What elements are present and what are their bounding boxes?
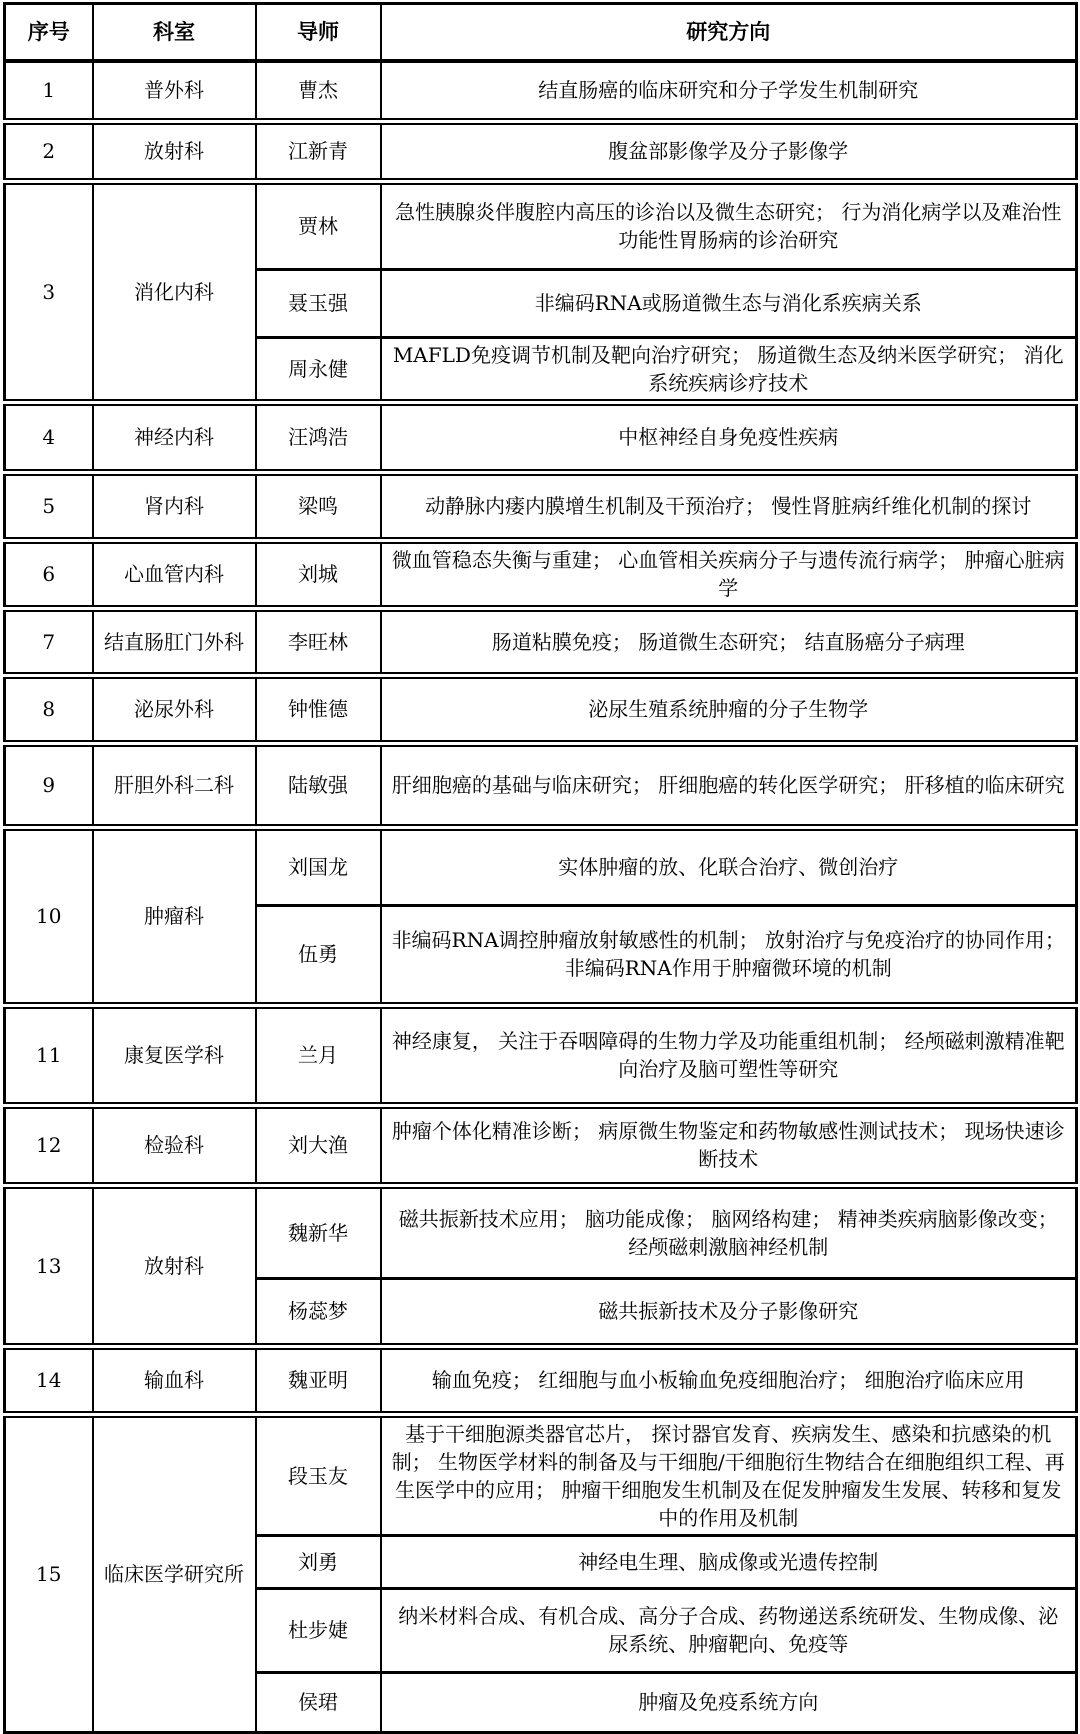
table-row [5,675,1077,743]
mentor-name-cell: 汪鸿浩 [256,402,381,472]
research-direction-cell: MAFLD免疫调节机制及靶向治疗研究； 肠道微生态及纳米医学研究； 消化系统疾病诊疗技术 [381,337,1077,402]
table-row [5,608,1077,675]
row-number-cell: 11 [5,1005,93,1105]
research-direction-cell: 中枢神经自身免疫性疾病 [381,402,1077,472]
row-number-cell: 1 [5,61,93,121]
mentor-name-cell: 侯珺 [256,1672,381,1732]
research-direction-cell: 磁共振新技术应用； 脑功能成像； 脑网络构建； 精神类疾病脑影像改变； 经颅磁刺激脑神经机制 [381,1185,1077,1278]
research-direction-cell: 微血管稳态失衡与重建； 心血管相关疾病分子与遗传流行病学； 肿瘤心脏病学 [381,540,1077,608]
row-number-cell: 13 [5,1185,93,1346]
research-direction-cell: 急性胰腺炎伴腹腔内高压的诊治以及微生态研究； 行为消化病学以及难治性功能性胃肠病的诊治研究 [381,181,1077,269]
research-direction-cell: 纳米材料合成、有机合成、高分子合成、药物递送系统研发、生物成像、泌尿系统、肿瘤靶向、免疫等 [381,1588,1077,1672]
row-number-cell: 3 [5,181,93,402]
header-cell-research: 研究方向 [381,4,1077,62]
department-cell: 心血管内科 [93,540,256,608]
department-cell: 肝胆外科二科 [93,743,256,827]
mentor-name-cell: 李旺林 [256,608,381,675]
department-cell: 肾内科 [93,472,256,540]
research-direction-cell: 动静脉内瘘内膜增生机制及干预治疗； 慢性肾脏病纤维化机制的探讨 [381,472,1077,540]
mentor-name-cell: 段玉友 [256,1414,381,1535]
department-cell: 检验科 [93,1105,256,1185]
research-direction-cell: 肿瘤个体化精准诊断； 病原微生物鉴定和药物敏感性测试技术； 现场快速诊断技术 [381,1105,1077,1185]
research-direction-cell: 泌尿生殖系统肿瘤的分子生物学 [381,675,1077,743]
mentor-name-cell: 杜步婕 [256,1588,381,1672]
department-cell: 消化内科 [93,181,256,402]
header-cell-number: 序号 [5,4,93,62]
mentor-name-cell: 梁鸣 [256,472,381,540]
mentor-research-table [3,2,1078,1734]
department-cell: 肿瘤科 [93,827,256,1005]
table-row [5,540,1077,608]
mentor-name-cell: 兰月 [256,1005,381,1105]
department-cell: 泌尿外科 [93,675,256,743]
table-row [5,1005,1077,1105]
department-cell: 放射科 [93,121,256,181]
table-row [5,1346,1077,1414]
department-cell: 结直肠肛门外科 [93,608,256,675]
row-number-cell: 7 [5,608,93,675]
header-cell-mentor: 导师 [256,4,381,62]
header-cell-department: 科室 [93,4,256,62]
research-direction-cell: 实体肿瘤的放、化联合治疗、微创治疗 [381,827,1077,905]
mentor-name-cell: 曹杰 [256,61,381,121]
row-number-cell: 15 [5,1414,93,1732]
research-direction-cell: 腹盆部影像学及分子影像学 [381,121,1077,181]
row-number-cell: 6 [5,540,93,608]
mentor-name-cell: 江新青 [256,121,381,181]
research-direction-cell: 非编码RNA调控肿瘤放射敏感性的机制； 放射治疗与免疫治疗的协同作用； 非编码RNA作用于肿瘤微环境的机制 [381,905,1077,1005]
research-direction-cell: 输血免疫； 红细胞与血小板输血免疫细胞治疗； 细胞治疗临床应用 [381,1346,1077,1414]
research-direction-cell: 神经康复， 关注于吞咽障碍的生物力学及功能重组机制； 经颅磁刺激精准靶向治疗及脑可塑性等研究 [381,1005,1077,1105]
mentor-name-cell: 刘勇 [256,1535,381,1588]
header-row [5,4,1077,62]
department-cell: 放射科 [93,1185,256,1346]
row-number-cell: 9 [5,743,93,827]
research-direction-cell: 肿瘤及免疫系统方向 [381,1672,1077,1732]
department-cell: 普外科 [93,61,256,121]
table-row [5,1414,1077,1535]
research-direction-cell: 肠道粘膜免疫； 肠道微生态研究； 结直肠癌分子病理 [381,608,1077,675]
table-row [5,181,1077,269]
table-row [5,1185,1077,1278]
row-number-cell: 10 [5,827,93,1005]
table-row [5,1105,1077,1185]
mentor-name-cell: 刘城 [256,540,381,608]
department-cell: 输血科 [93,1346,256,1414]
row-number-cell: 5 [5,472,93,540]
mentor-name-cell: 伍勇 [256,905,381,1005]
mentor-name-cell: 杨蕊梦 [256,1278,381,1346]
research-direction-cell: 神经电生理、脑成像或光遗传控制 [381,1535,1077,1588]
table-row [5,743,1077,827]
table-row [5,121,1077,181]
department-cell: 康复医学科 [93,1005,256,1105]
research-direction-cell: 磁共振新技术及分子影像研究 [381,1278,1077,1346]
table-row [5,61,1077,121]
research-direction-cell: 基于干细胞源类器官芯片， 探讨器官发育、疾病发生、感染和抗感染的机制； 生物医学材料的制备及与干细胞/干细胞衍生物结合在细胞组织工程、再生医学中的应用； 肿瘤干细胞发生机制及在促发肿瘤发生发展、转移和复发中的作用及机制 [381,1414,1077,1535]
mentor-name-cell: 贾林 [256,181,381,269]
mentor-name-cell: 魏新华 [256,1185,381,1278]
row-number-cell: 8 [5,675,93,743]
row-number-cell: 12 [5,1105,93,1185]
mentor-name-cell: 陆敏强 [256,743,381,827]
table-row [5,827,1077,905]
row-number-cell: 4 [5,402,93,472]
mentor-name-cell: 刘国龙 [256,827,381,905]
research-direction-cell: 非编码RNA或肠道微生态与消化系疾病关系 [381,269,1077,337]
row-number-cell: 2 [5,121,93,181]
research-direction-cell: 结直肠癌的临床研究和分子学发生机制研究 [381,61,1077,121]
research-direction-cell: 肝细胞癌的基础与临床研究； 肝细胞癌的转化医学研究； 肝移植的临床研究 [381,743,1077,827]
mentor-name-cell: 刘大渔 [256,1105,381,1185]
department-cell: 神经内科 [93,402,256,472]
department-cell: 临床医学研究所 [93,1414,256,1732]
mentor-name-cell: 钟惟德 [256,675,381,743]
table-row [5,472,1077,540]
mentor-name-cell: 魏亚明 [256,1346,381,1414]
row-number-cell: 14 [5,1346,93,1414]
mentor-name-cell: 聂玉强 [256,269,381,337]
mentor-name-cell: 周永健 [256,337,381,402]
table-row [5,402,1077,472]
